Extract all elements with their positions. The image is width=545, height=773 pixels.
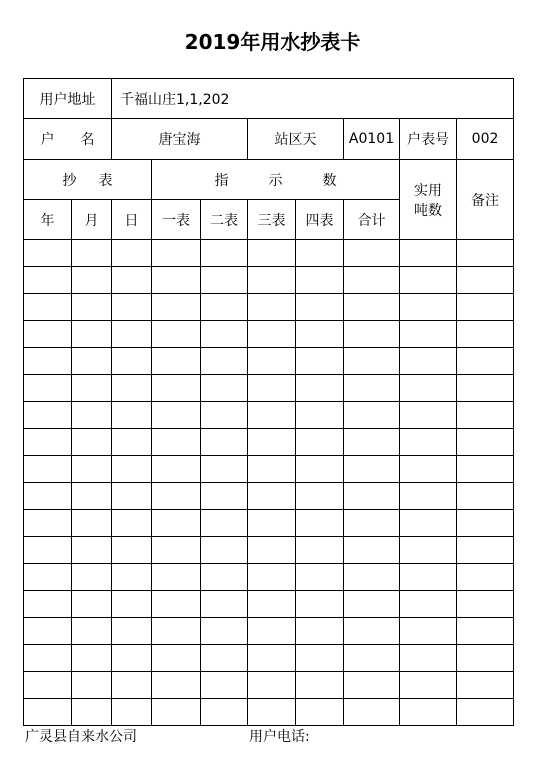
- table-cell[interactable]: [24, 699, 72, 726]
- table-cell[interactable]: [24, 645, 72, 672]
- table-cell[interactable]: [457, 564, 514, 591]
- table-cell[interactable]: [400, 321, 457, 348]
- table-cell[interactable]: [248, 537, 296, 564]
- table-cell[interactable]: [296, 375, 344, 402]
- table-cell[interactable]: [344, 321, 400, 348]
- table-cell[interactable]: [400, 537, 457, 564]
- table-cell[interactable]: [344, 510, 400, 537]
- table-row: [24, 429, 514, 456]
- table-cell[interactable]: [112, 321, 152, 348]
- table-cell[interactable]: [201, 591, 248, 618]
- table-cell[interactable]: [248, 348, 296, 375]
- table-cell[interactable]: [296, 510, 344, 537]
- meter-no-value: 002: [457, 119, 514, 160]
- day-header: 日: [112, 200, 152, 240]
- table-cell[interactable]: [248, 402, 296, 429]
- table-cell[interactable]: [201, 618, 248, 645]
- table-row: [24, 375, 514, 402]
- table-row: [24, 537, 514, 564]
- table-cell[interactable]: [201, 375, 248, 402]
- table-cell[interactable]: [400, 294, 457, 321]
- table-cell[interactable]: [457, 375, 514, 402]
- table-cell[interactable]: [296, 591, 344, 618]
- table-cell[interactable]: [457, 240, 514, 267]
- total-header: 合计: [344, 200, 400, 240]
- table-cell[interactable]: [400, 375, 457, 402]
- table-cell[interactable]: [152, 618, 201, 645]
- table-cell[interactable]: [152, 537, 201, 564]
- table-cell[interactable]: [72, 294, 112, 321]
- table-cell[interactable]: [296, 672, 344, 699]
- table-cell[interactable]: [457, 510, 514, 537]
- meter1-header: 一表: [152, 200, 201, 240]
- table-cell[interactable]: [201, 672, 248, 699]
- company-name: 广灵县自来水公司: [25, 729, 137, 745]
- phone-label: 用户电话:: [249, 729, 310, 745]
- table-cell[interactable]: [201, 348, 248, 375]
- meter-reading-card-table: [23, 78, 514, 726]
- table-row: [24, 672, 514, 699]
- table-row: [24, 402, 514, 429]
- table-row: [24, 348, 514, 375]
- table-cell[interactable]: [400, 402, 457, 429]
- table-cell[interactable]: [457, 618, 514, 645]
- table-row: [24, 591, 514, 618]
- table-cell[interactable]: [457, 672, 514, 699]
- table-cell[interactable]: [248, 510, 296, 537]
- table-cell[interactable]: [296, 402, 344, 429]
- table-cell[interactable]: [112, 402, 152, 429]
- table-cell[interactable]: [24, 429, 72, 456]
- meter4-header: 四表: [296, 200, 344, 240]
- table-cell[interactable]: [112, 564, 152, 591]
- table-cell[interactable]: [24, 591, 72, 618]
- table-cell[interactable]: [72, 699, 112, 726]
- page-title: 2019年用水抄表卡: [184, 30, 361, 54]
- table-cell[interactable]: [457, 267, 514, 294]
- table-cell[interactable]: [296, 429, 344, 456]
- table-cell[interactable]: [152, 645, 201, 672]
- remarks-header: 备注: [457, 160, 514, 240]
- table-cell[interactable]: [72, 672, 112, 699]
- table-cell[interactable]: [248, 240, 296, 267]
- table-cell[interactable]: [296, 456, 344, 483]
- table-cell[interactable]: [24, 618, 72, 645]
- table-cell[interactable]: [248, 375, 296, 402]
- index-group-header: 指 示 数: [152, 160, 400, 200]
- table-cell[interactable]: [344, 267, 400, 294]
- table-cell[interactable]: [457, 699, 514, 726]
- table-cell[interactable]: [457, 348, 514, 375]
- table-cell[interactable]: [248, 672, 296, 699]
- table-cell[interactable]: [248, 618, 296, 645]
- address-value: 千福山庄1,1,202: [112, 79, 514, 119]
- table-cell[interactable]: [201, 456, 248, 483]
- table-cell[interactable]: [72, 618, 112, 645]
- table-cell[interactable]: [201, 510, 248, 537]
- table-cell[interactable]: [344, 240, 400, 267]
- table-cell[interactable]: [400, 483, 457, 510]
- table-cell[interactable]: [24, 240, 72, 267]
- table-cell[interactable]: [201, 429, 248, 456]
- table-cell[interactable]: [344, 402, 400, 429]
- table-cell[interactable]: [152, 321, 201, 348]
- table-cell[interactable]: [248, 483, 296, 510]
- table-cell[interactable]: [457, 294, 514, 321]
- table-row: [24, 564, 514, 591]
- table-row: [24, 510, 514, 537]
- table-cell[interactable]: [400, 618, 457, 645]
- table-cell[interactable]: [296, 564, 344, 591]
- table-cell[interactable]: [24, 348, 72, 375]
- table-cell[interactable]: [296, 294, 344, 321]
- table-cell[interactable]: [152, 483, 201, 510]
- name-value: 唐宝海: [112, 119, 248, 160]
- table-cell[interactable]: [112, 267, 152, 294]
- station-code: A0101: [344, 119, 400, 160]
- table-cell[interactable]: [152, 267, 201, 294]
- table-cell[interactable]: [296, 483, 344, 510]
- table-cell[interactable]: [112, 456, 152, 483]
- table-cell[interactable]: [112, 537, 152, 564]
- table-cell[interactable]: [400, 699, 457, 726]
- table-cell[interactable]: [24, 321, 72, 348]
- table-cell[interactable]: [24, 267, 72, 294]
- table-cell[interactable]: [112, 429, 152, 456]
- table-cell[interactable]: [152, 672, 201, 699]
- actual-tons-header: [400, 160, 457, 240]
- table-cell[interactable]: [457, 429, 514, 456]
- table-cell[interactable]: [248, 267, 296, 294]
- table-cell[interactable]: [248, 591, 296, 618]
- table-cell[interactable]: [112, 348, 152, 375]
- table-cell[interactable]: [201, 402, 248, 429]
- table-cell[interactable]: [344, 483, 400, 510]
- table-cell[interactable]: [112, 699, 152, 726]
- table-cell[interactable]: [344, 375, 400, 402]
- table-cell[interactable]: [201, 645, 248, 672]
- table-cell[interactable]: [400, 645, 457, 672]
- table-cell[interactable]: [296, 240, 344, 267]
- table-cell[interactable]: [201, 294, 248, 321]
- table-cell[interactable]: [400, 672, 457, 699]
- table-cell[interactable]: [72, 402, 112, 429]
- table-cell[interactable]: [344, 618, 400, 645]
- table-cell[interactable]: [72, 483, 112, 510]
- table-cell[interactable]: [400, 240, 457, 267]
- table-cell[interactable]: [457, 321, 514, 348]
- year-header: 年: [24, 200, 72, 240]
- table-row: [24, 483, 514, 510]
- table-cell[interactable]: [72, 456, 112, 483]
- table-cell[interactable]: [400, 564, 457, 591]
- table-cell[interactable]: [400, 456, 457, 483]
- table-cell[interactable]: [152, 294, 201, 321]
- table-cell[interactable]: [344, 672, 400, 699]
- reading-group-header: 抄 表: [24, 160, 152, 200]
- meter-no-label: 户表号: [400, 119, 457, 160]
- table-cell[interactable]: [152, 564, 201, 591]
- table-cell[interactable]: [72, 321, 112, 348]
- table-cell[interactable]: [296, 348, 344, 375]
- table-cell[interactable]: [72, 240, 112, 267]
- table-cell[interactable]: [400, 348, 457, 375]
- table-row: [24, 699, 514, 726]
- table-cell[interactable]: [72, 510, 112, 537]
- table-cell[interactable]: [344, 564, 400, 591]
- table-cell[interactable]: [112, 294, 152, 321]
- month-header: 月: [72, 200, 112, 240]
- table-cell[interactable]: [296, 645, 344, 672]
- table-cell[interactable]: [248, 645, 296, 672]
- table-cell[interactable]: [400, 510, 457, 537]
- table-cell[interactable]: [344, 456, 400, 483]
- table-cell[interactable]: [112, 240, 152, 267]
- table-cell[interactable]: [296, 618, 344, 645]
- table-cell[interactable]: [72, 537, 112, 564]
- table-cell[interactable]: [24, 564, 72, 591]
- table-cell[interactable]: [112, 645, 152, 672]
- table-row: [24, 240, 514, 267]
- table-cell[interactable]: [152, 510, 201, 537]
- address-label: 用户地址: [24, 79, 112, 119]
- table-cell[interactable]: [112, 483, 152, 510]
- table-cell[interactable]: [24, 510, 72, 537]
- table-cell[interactable]: [457, 591, 514, 618]
- table-cell[interactable]: [296, 699, 344, 726]
- table-cell[interactable]: [457, 537, 514, 564]
- table-cell[interactable]: [24, 537, 72, 564]
- table-cell[interactable]: [152, 348, 201, 375]
- table-cell[interactable]: [248, 456, 296, 483]
- table-cell[interactable]: [152, 240, 201, 267]
- table-cell[interactable]: [72, 267, 112, 294]
- table-cell[interactable]: [344, 429, 400, 456]
- table-cell[interactable]: [152, 429, 201, 456]
- table-cell[interactable]: [201, 537, 248, 564]
- table-cell[interactable]: [152, 402, 201, 429]
- table-row: [24, 321, 514, 348]
- table-cell[interactable]: [112, 672, 152, 699]
- table-cell[interactable]: [400, 591, 457, 618]
- actual-tons-line1: 实用: [414, 182, 442, 199]
- table-cell[interactable]: [24, 672, 72, 699]
- table-cell[interactable]: [112, 510, 152, 537]
- actual-tons-line2: 吨数: [414, 202, 442, 219]
- table-cell[interactable]: [24, 375, 72, 402]
- table-cell[interactable]: [24, 483, 72, 510]
- table-row: [24, 456, 514, 483]
- table-cell[interactable]: [152, 699, 201, 726]
- table-cell[interactable]: [457, 645, 514, 672]
- table-cell[interactable]: [152, 456, 201, 483]
- table-cell[interactable]: [344, 348, 400, 375]
- table-cell[interactable]: [400, 429, 457, 456]
- table-cell[interactable]: [400, 267, 457, 294]
- table-cell[interactable]: [152, 591, 201, 618]
- table-cell[interactable]: [112, 375, 152, 402]
- table-row: [24, 645, 514, 672]
- table-cell[interactable]: [344, 645, 400, 672]
- table-cell[interactable]: [344, 591, 400, 618]
- table-cell[interactable]: [457, 483, 514, 510]
- table-cell[interactable]: [24, 456, 72, 483]
- table-cell[interactable]: [24, 402, 72, 429]
- table-cell[interactable]: [72, 645, 112, 672]
- name-label: 户 名: [24, 119, 112, 160]
- table-cell[interactable]: [201, 483, 248, 510]
- table-cell[interactable]: [457, 456, 514, 483]
- table-row: [24, 618, 514, 645]
- table-cell[interactable]: [112, 618, 152, 645]
- table-cell[interactable]: [201, 240, 248, 267]
- table-cell[interactable]: [248, 564, 296, 591]
- table-cell[interactable]: [72, 591, 112, 618]
- table-cell[interactable]: [201, 699, 248, 726]
- table-cell[interactable]: [201, 321, 248, 348]
- table-row: [24, 294, 514, 321]
- table-row: [24, 267, 514, 294]
- table-cell[interactable]: [112, 591, 152, 618]
- table-cell[interactable]: [344, 537, 400, 564]
- table-cell[interactable]: [344, 699, 400, 726]
- table-cell[interactable]: [72, 375, 112, 402]
- table-cell[interactable]: [344, 294, 400, 321]
- table-cell[interactable]: [248, 294, 296, 321]
- meter3-header: 三表: [248, 200, 296, 240]
- table-cell[interactable]: [296, 267, 344, 294]
- table-cell[interactable]: [248, 699, 296, 726]
- table-cell[interactable]: [248, 429, 296, 456]
- table-cell[interactable]: [201, 267, 248, 294]
- table-cell[interactable]: [296, 537, 344, 564]
- table-cell[interactable]: [152, 375, 201, 402]
- table-cell[interactable]: [72, 348, 112, 375]
- table-cell[interactable]: [72, 429, 112, 456]
- station-label: 站区天: [248, 119, 344, 160]
- table-cell[interactable]: [24, 294, 72, 321]
- meter2-header: 二表: [201, 200, 248, 240]
- table-cell[interactable]: [72, 564, 112, 591]
- table-cell[interactable]: [296, 321, 344, 348]
- table-cell[interactable]: [248, 321, 296, 348]
- table-cell[interactable]: [457, 402, 514, 429]
- table-cell[interactable]: [201, 564, 248, 591]
